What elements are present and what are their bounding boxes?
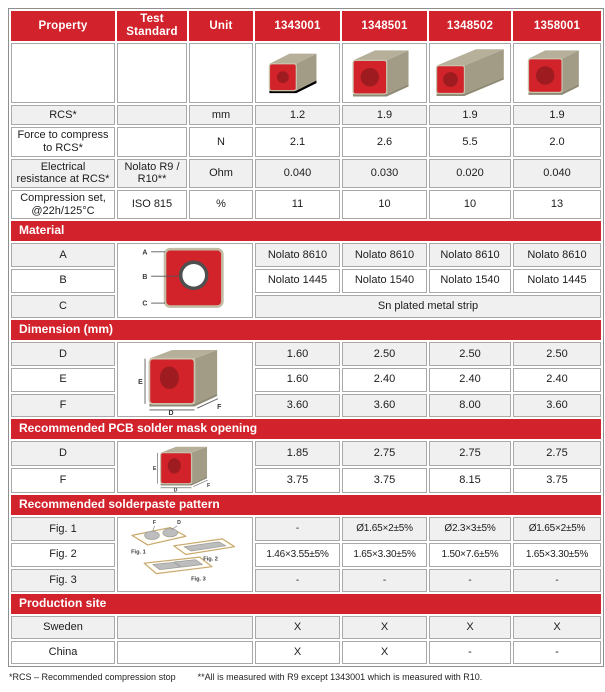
dimension-value-cell: 1.60: [255, 368, 340, 392]
solderpaste-diagram-label-fig1: Fig. 1: [131, 549, 146, 556]
product-image-cell: [342, 43, 427, 103]
solderpaste-value-cell: 1.50×7.6±5%: [429, 543, 511, 567]
column-header-1348501: 1348501: [342, 11, 427, 41]
production-value-cell: X: [429, 616, 511, 639]
solder-mask-diagram-label-e: E: [152, 466, 157, 473]
dimension-value-cell: 1.60: [255, 342, 340, 366]
dimension-value-cell: 2.40: [429, 368, 511, 392]
dimension-diagram-cell: [117, 342, 253, 417]
production-value-cell: -: [513, 641, 601, 664]
spec-test-standard-cell: ISO 815: [117, 190, 187, 219]
spec-property-cell: Compression set, @22h/125°C: [11, 190, 115, 219]
section-header-solderpaste: Recommended solderpaste pattern: [11, 495, 601, 515]
production-row-label: Sweden: [11, 616, 115, 639]
spec-value-cell: 2.0: [513, 127, 601, 156]
material-value-cell: Nolato 8610: [513, 243, 601, 267]
product-image-1348502: [430, 45, 511, 101]
footnote-rcs: *RCS – Recommended compression stop: [9, 672, 176, 683]
dimension-diagram-label-e: E: [138, 379, 143, 387]
spec-value-cell: 13: [513, 190, 601, 219]
material-value-cell: Nolato 8610: [342, 243, 427, 267]
solderpaste-value-cell: 1.65×3.30±5%: [513, 543, 601, 567]
production-value-cell: X: [255, 641, 340, 664]
solderpaste-diagram-label-f: F: [152, 520, 157, 527]
solder-mask-value-cell: 3.75: [342, 468, 427, 493]
section-header-solder-mask: Recommended PCB solder mask opening: [11, 419, 601, 439]
product-image-cell: [255, 43, 340, 103]
spec-property-cell: Electrical resistance at RCS*: [11, 159, 115, 188]
spec-value-cell: 0.040: [255, 159, 340, 188]
empty-cell: [117, 616, 253, 639]
solderpaste-diagram-label-d: D: [177, 520, 181, 527]
spec-unit-cell: mm: [189, 105, 253, 125]
footnote-measurement: **All is measured with R9 except 1343001 which is measured with R10.: [197, 672, 483, 683]
production-value-cell: X: [342, 616, 427, 639]
solder-mask-value-cell: 2.75: [342, 441, 427, 466]
column-header-1348502: 1348502: [429, 11, 511, 41]
dimension-diagram-label-f: F: [217, 404, 222, 412]
section-header-dimension: Dimension (mm): [11, 320, 601, 340]
solder-mask-diagram: [135, 442, 235, 492]
column-header-1343001: 1343001: [255, 11, 340, 41]
column-header-test-standard: Test Standard: [117, 11, 187, 41]
dimension-value-cell: 2.50: [342, 342, 427, 366]
solderpaste-value-cell: Ø2.3×3±5%: [429, 517, 511, 541]
dimension-value-cell: 3.60: [255, 394, 340, 418]
solderpaste-value-cell: -: [255, 517, 340, 541]
dimension-row-label: E: [11, 368, 115, 392]
solderpaste-value-cell: 1.65×3.30±5%: [342, 543, 427, 567]
material-diagram-label-c: C: [142, 300, 148, 308]
solderpaste-diagram-label-fig2: Fig. 2: [203, 556, 218, 563]
product-image-1343001: [256, 45, 340, 101]
spec-value-cell: 0.020: [429, 159, 511, 188]
dimension-diagram: [118, 343, 252, 416]
solderpaste-diagram: [118, 518, 252, 591]
production-row-label: China: [11, 641, 115, 664]
production-value-cell: X: [513, 616, 601, 639]
dimension-value-cell: 2.40: [513, 368, 601, 392]
solder-mask-row-label: F: [11, 468, 115, 493]
material-diagram-label-b: B: [142, 274, 148, 282]
material-diagram: [118, 244, 252, 317]
dimension-value-cell: 2.40: [342, 368, 427, 392]
spec-value-cell: 0.040: [513, 159, 601, 188]
spec-test-standard-cell: [117, 105, 187, 125]
spec-value-cell: 10: [429, 190, 511, 219]
dimension-value-cell: 3.60: [342, 394, 427, 418]
production-value-cell: X: [342, 641, 427, 664]
solder-mask-value-cell: 1.85: [255, 441, 340, 466]
section-header-production-site: Production site: [11, 594, 601, 614]
material-value-cell: Nolato 8610: [255, 243, 340, 267]
dimension-value-cell: 8.00: [429, 394, 511, 418]
dimension-value-cell: 2.50: [513, 342, 601, 366]
spec-unit-cell: %: [189, 190, 253, 219]
product-image-cell: [513, 43, 601, 103]
column-header-property: Property: [11, 11, 115, 41]
dimension-row-label: D: [11, 342, 115, 366]
material-value-cell: Nolato 1540: [429, 269, 511, 293]
column-header-unit: Unit: [189, 11, 253, 41]
solderpaste-diagram-cell: [117, 517, 253, 592]
empty-cell: [117, 641, 253, 664]
spec-value-cell: 10: [342, 190, 427, 219]
solderpaste-value-cell: -: [342, 569, 427, 593]
solderpaste-value-cell: 1.46×3.55±5%: [255, 543, 340, 567]
empty-cell: [117, 43, 187, 103]
solder-mask-value-cell: 8.15: [429, 468, 511, 493]
material-row-label: C: [11, 295, 115, 319]
spec-value-cell: 1.2: [255, 105, 340, 125]
column-header-1358001: 1358001: [513, 11, 601, 41]
footnotes: [8, 667, 605, 682]
material-row-label: B: [11, 269, 115, 293]
spec-value-cell: 1.9: [513, 105, 601, 125]
spec-unit-cell: N: [189, 127, 253, 156]
product-image-1348501: [343, 45, 427, 101]
solder-mask-diagram-label-d: D: [173, 487, 178, 493]
solder-mask-diagram-label-f: F: [207, 483, 211, 490]
spec-table: [8, 8, 604, 667]
material-value-cell: Nolato 1445: [513, 269, 601, 293]
dimension-value-cell: 3.60: [513, 394, 601, 418]
solderpaste-row-label: Fig. 1: [11, 517, 115, 541]
solder-mask-row-label: D: [11, 441, 115, 466]
product-image-cell: [429, 43, 511, 103]
solderpaste-value-cell: Ø1.65×2±5%: [342, 517, 427, 541]
solder-mask-value-cell: 3.75: [513, 468, 601, 493]
spec-property-cell: Force to compress to RCS*: [11, 127, 115, 156]
material-value-cell: Nolato 8610: [429, 243, 511, 267]
dimension-row-label: F: [11, 394, 115, 418]
spec-unit-cell: Ohm: [189, 159, 253, 188]
material-span-value-cell: Sn plated metal strip: [255, 295, 601, 319]
solder-mask-diagram-cell: [117, 441, 253, 493]
dimension-diagram-label-d: D: [168, 410, 174, 417]
material-diagram-cell: [117, 243, 253, 318]
spec-property-cell: RCS*: [11, 105, 115, 125]
material-value-cell: Nolato 1445: [255, 269, 340, 293]
solderpaste-value-cell: -: [429, 569, 511, 593]
empty-cell: [11, 43, 115, 103]
section-header-material: Material: [11, 221, 601, 241]
solderpaste-diagram-label-fig3: Fig. 3: [191, 576, 206, 583]
spec-value-cell: 2.6: [342, 127, 427, 156]
spec-test-standard-cell: Nolato R9 / R10**: [117, 159, 187, 188]
solder-mask-value-cell: 3.75: [255, 468, 340, 493]
spec-value-cell: 1.9: [429, 105, 511, 125]
spec-value-cell: 0.030: [342, 159, 427, 188]
product-image-1358001: [515, 45, 599, 101]
spec-test-standard-cell: [117, 127, 187, 156]
spec-value-cell: 1.9: [342, 105, 427, 125]
production-value-cell: -: [429, 641, 511, 664]
solderpaste-value-cell: -: [255, 569, 340, 593]
material-value-cell: Nolato 1540: [342, 269, 427, 293]
solderpaste-value-cell: Ø1.65×2±5%: [513, 517, 601, 541]
solderpaste-row-label: Fig. 2: [11, 543, 115, 567]
spec-value-cell: 5.5: [429, 127, 511, 156]
production-value-cell: X: [255, 616, 340, 639]
material-diagram-label-a: A: [142, 249, 148, 257]
solderpaste-value-cell: -: [513, 569, 601, 593]
solderpaste-row-label: Fig. 3: [11, 569, 115, 593]
spec-value-cell: 2.1: [255, 127, 340, 156]
material-row-label: A: [11, 243, 115, 267]
solder-mask-value-cell: 2.75: [429, 441, 511, 466]
empty-cell: [189, 43, 253, 103]
solder-mask-value-cell: 2.75: [513, 441, 601, 466]
spec-value-cell: 11: [255, 190, 340, 219]
dimension-value-cell: 2.50: [429, 342, 511, 366]
